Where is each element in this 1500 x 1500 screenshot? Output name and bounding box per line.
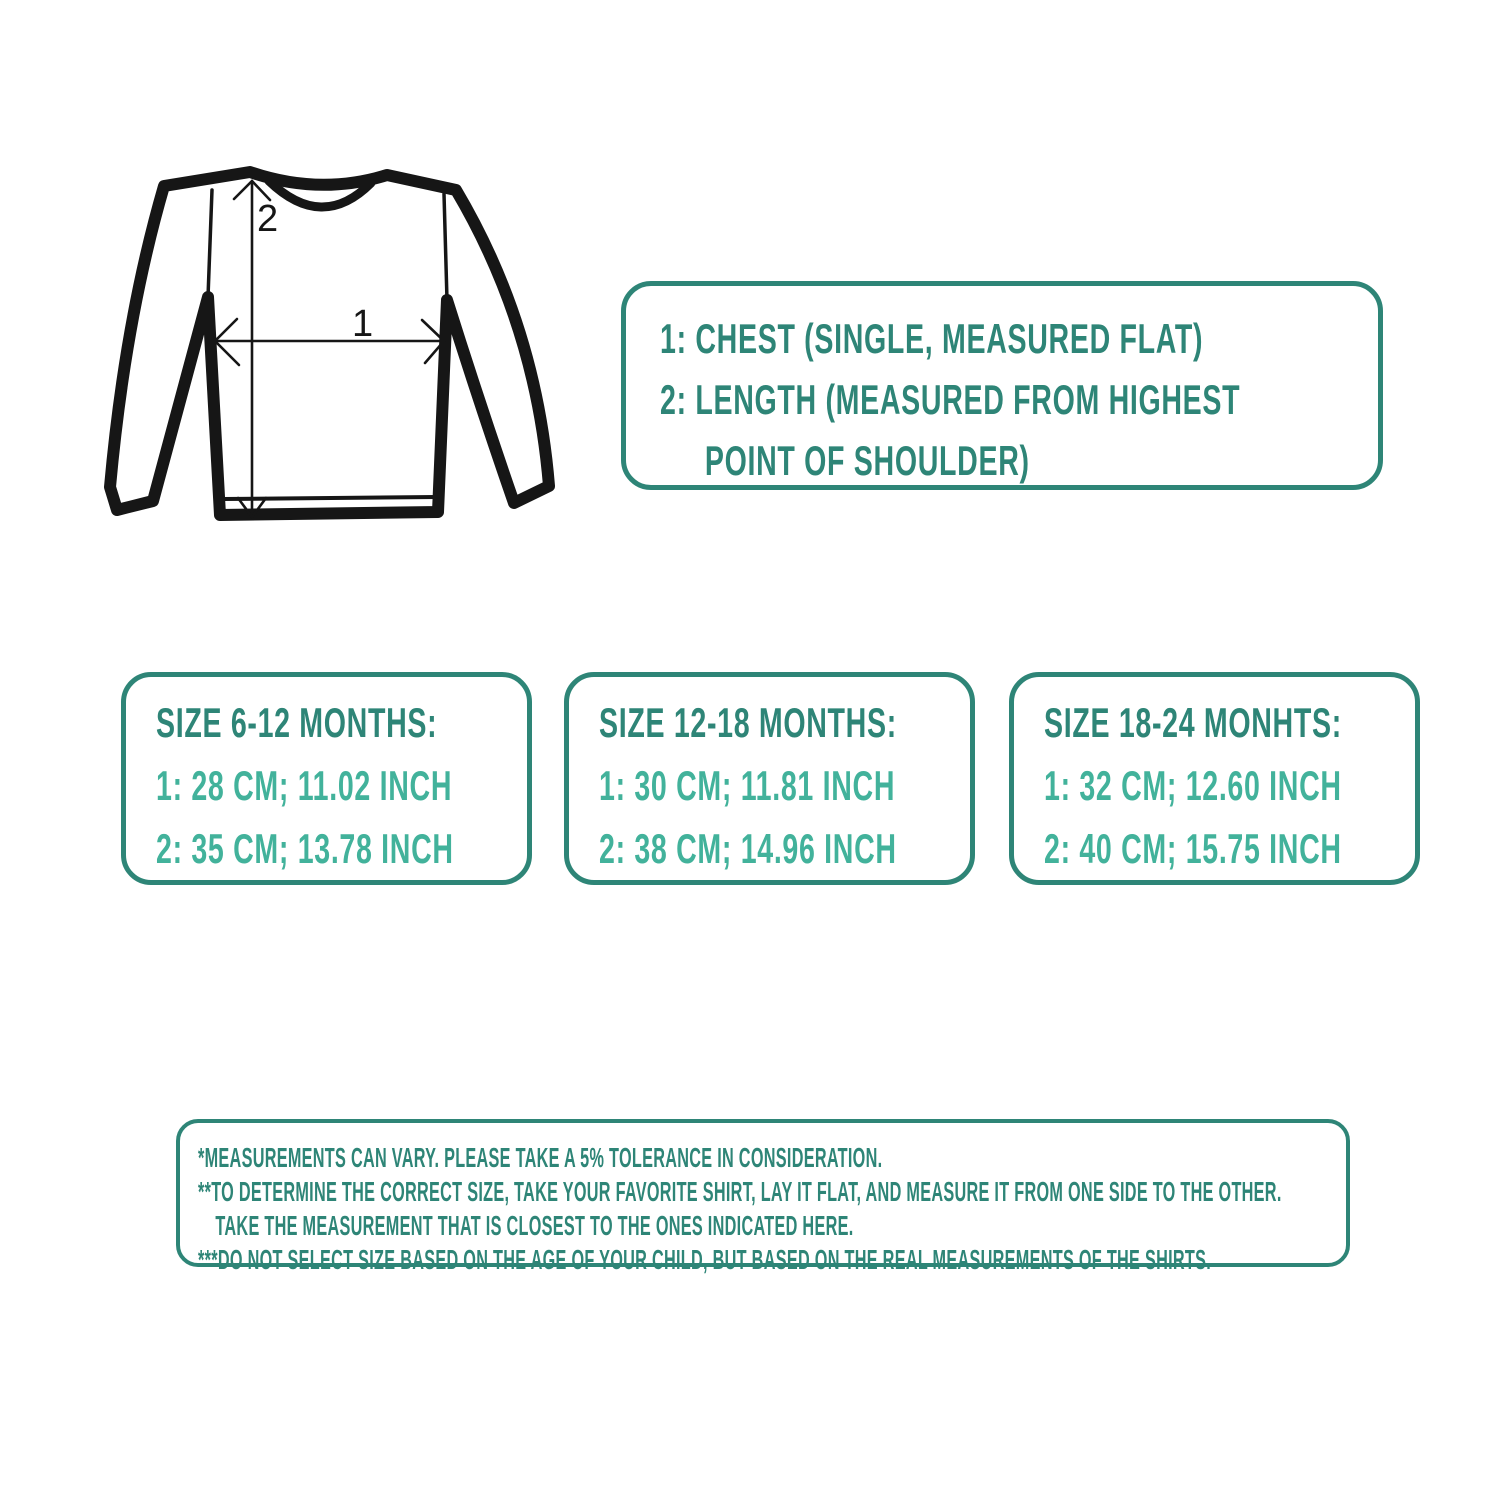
size-title: SIZE 18-24 MONHTS: <box>1044 699 1342 746</box>
size-box-6-12-months <box>121 672 532 885</box>
chest-arrow-label: 1 <box>352 303 374 345</box>
legend-line-length-cont: POINT OF SHOULDER) <box>704 437 1030 484</box>
footnote-age-warning: ***DO NOT SELECT SIZE BASED ON THE AGE OF YOUR CHILD, BUT BASED ON THE REAL MEASUREMENTS OF THE SHIRTS. <box>198 1244 1212 1275</box>
footnote-box <box>176 1119 1350 1275</box>
size-length-value: 2: 38 CM; 14.96 INCH <box>599 825 897 872</box>
size-title: SIZE 6-12 MONTHS: <box>156 699 438 746</box>
footnote-how-to-measure-cont: TAKE THE MEASUREMENT THAT IS CLOSEST TO THE ONES INDICATED HERE. <box>215 1210 854 1241</box>
size-box-12-18-months <box>564 672 975 885</box>
size-title: SIZE 12-18 MONTHS: <box>599 699 897 746</box>
legend-box <box>621 281 1383 490</box>
size-length-value: 2: 35 CM; 13.78 INCH <box>156 825 454 872</box>
hem-band <box>224 497 436 499</box>
length-arrow-label: 2 <box>257 198 279 240</box>
shirt-diagram <box>100 150 560 540</box>
shirt-outline <box>110 172 549 515</box>
size-chest-value: 1: 32 CM; 12.60 INCH <box>1044 762 1342 809</box>
size-chest-value: 1: 28 CM; 11.02 INCH <box>156 762 453 809</box>
footnote-how-to-measure: **TO DETERMINE THE CORRECT SIZE, TAKE YOUR FAVORITE SHIRT, LAY IT FLAT, AND MEASURE IT FROM ONE SIDE TO THE OTHER. <box>198 1176 1282 1207</box>
size-box-18-24-months <box>1009 672 1420 885</box>
legend-line-length: 2: LENGTH (MEASURED FROM HIGHEST <box>660 376 1241 423</box>
size-chest-value: 1: 30 CM; 11.81 INCH <box>599 762 896 809</box>
size-length-value: 2: 40 CM; 15.75 INCH <box>1044 825 1342 872</box>
legend-line-chest: 1: CHEST (SINGLE, MEASURED FLAT) <box>660 315 1204 362</box>
footnote-tolerance: *MEASUREMENTS CAN VARY. PLEASE TAKE A 5% TOLERANCE IN CONSIDERATION. <box>198 1142 883 1173</box>
